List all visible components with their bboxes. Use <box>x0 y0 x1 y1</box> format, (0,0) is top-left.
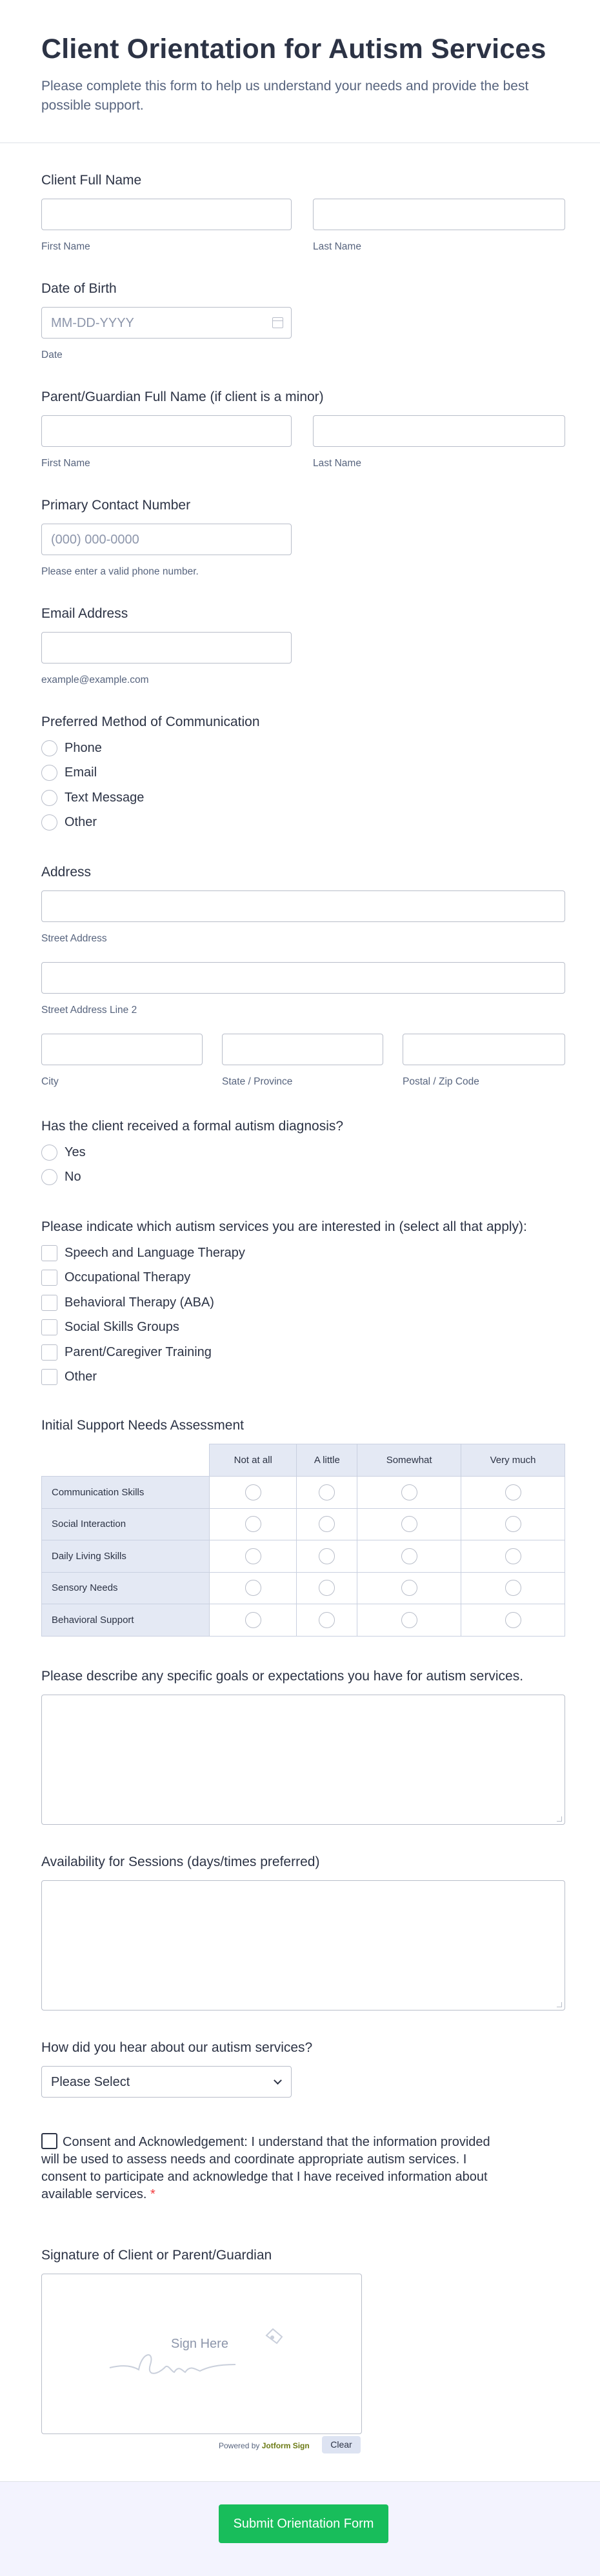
address-label: Address <box>41 865 92 880</box>
email-sublabel: example@example.com <box>41 674 149 685</box>
assessment-label: Initial Support Needs Assessment <box>41 1418 244 1433</box>
radio-button[interactable] <box>41 740 57 756</box>
service-option[interactable] <box>41 1319 179 1337</box>
matrix-row-label: Social Interaction <box>42 1508 210 1540</box>
calendar-icon[interactable] <box>272 317 283 328</box>
matrix-row <box>42 1508 565 1540</box>
matrix-radio[interactable] <box>505 1548 521 1564</box>
consent-field <box>41 2133 501 2203</box>
powered-prefix: Powered by <box>219 2441 260 2450</box>
dob-placeholder: MM-DD-YYYY <box>51 316 134 330</box>
option-label: Yes <box>65 1145 86 1159</box>
guardian-name-label: Parent/Guardian Full Name (if client is a minor) <box>41 389 324 404</box>
client-last-name-input[interactable] <box>313 199 565 230</box>
referral-label: How did you hear about our autism services? <box>41 2040 313 2055</box>
state-input[interactable] <box>222 1034 383 1065</box>
assessment-matrix <box>41 1444 565 1637</box>
city-sublabel: City <box>41 1076 59 1087</box>
radio-button[interactable] <box>41 790 57 806</box>
consent-text: Consent and Acknowledgement: I understand that the information provided will be used to assess needs and coordinate appropriate autism services. I consent to participate and acknowledge that I have received information about available services. <box>41 2135 490 2201</box>
checkbox[interactable] <box>41 1295 57 1311</box>
consent-section <box>41 2133 565 2210</box>
assessment-section <box>41 1418 565 1644</box>
street-address-2-input[interactable] <box>41 962 565 994</box>
matrix-corner <box>42 1444 210 1477</box>
street-address-input[interactable] <box>41 890 565 922</box>
signature-label: Signature of Client or Parent/Guardian <box>41 2248 272 2263</box>
matrix-radio[interactable] <box>319 1548 335 1564</box>
matrix-radio[interactable] <box>505 1484 521 1500</box>
signature-section <box>41 2248 565 2461</box>
client-name-section <box>41 173 565 253</box>
option-label: Behavioral Therapy (ABA) <box>65 1295 214 1310</box>
guardian-last-name-input[interactable] <box>313 415 565 447</box>
email-label: Email Address <box>41 606 128 621</box>
diagnosis-option-no[interactable] <box>41 1168 81 1186</box>
checkbox[interactable] <box>41 1245 57 1261</box>
clear-signature-button[interactable]: Clear <box>322 2436 361 2453</box>
matrix-radio[interactable] <box>401 1580 417 1596</box>
matrix-radio[interactable] <box>245 1484 261 1500</box>
matrix-row <box>42 1572 565 1604</box>
service-option[interactable] <box>41 1293 214 1312</box>
comm-method-label: Preferred Method of Communication <box>41 714 260 729</box>
checkbox[interactable] <box>41 1319 57 1335</box>
phone-placeholder: (000) 000-0000 <box>51 533 139 547</box>
diagnosis-label: Has the client received a formal autism diagnosis? <box>41 1119 344 1134</box>
matrix-row <box>42 1604 565 1637</box>
zip-input[interactable] <box>403 1034 565 1065</box>
diagnosis-section <box>41 1119 565 1199</box>
option-label: No <box>65 1170 81 1184</box>
dob-sublabel: Date <box>41 349 63 360</box>
comm-option-other[interactable] <box>41 814 97 832</box>
matrix-radio[interactable] <box>245 1612 261 1628</box>
dob-label: Date of Birth <box>41 281 117 296</box>
phone-label: Primary Contact Number <box>41 498 191 513</box>
email-input[interactable] <box>41 632 292 664</box>
referral-section <box>41 2040 565 2105</box>
client-name-label: Client Full Name <box>41 173 142 188</box>
option-label: Text Message <box>65 790 145 805</box>
jotform-sign-brand: Jotform Sign <box>261 2441 310 2450</box>
option-label: Parent/Caregiver Training <box>65 1344 212 1359</box>
matrix-radio[interactable] <box>401 1612 417 1628</box>
client-first-name-input[interactable] <box>41 199 292 230</box>
matrix-radio[interactable] <box>319 1612 335 1628</box>
matrix-radio[interactable] <box>245 1580 261 1596</box>
option-label: Other <box>65 815 97 829</box>
guardian-first-name-sublabel: First Name <box>41 458 90 469</box>
comm-option-text-message[interactable] <box>41 789 144 807</box>
service-option[interactable] <box>41 1244 245 1262</box>
comm-option-email[interactable] <box>41 764 97 782</box>
phone-section <box>41 498 565 578</box>
service-option[interactable] <box>41 1343 212 1361</box>
signature-pad[interactable] <box>41 2274 362 2434</box>
consent-checkbox[interactable] <box>41 2133 57 2149</box>
checkbox[interactable] <box>41 1369 57 1385</box>
radio-button[interactable] <box>41 1145 57 1161</box>
email-section <box>41 606 565 687</box>
state-sublabel: State / Province <box>222 1076 293 1087</box>
dob-input[interactable] <box>41 307 292 339</box>
option-label: Other <box>65 1370 97 1384</box>
referral-dropdown[interactable] <box>41 2066 292 2098</box>
matrix-radio[interactable] <box>319 1484 335 1500</box>
option-label: Phone <box>65 740 102 755</box>
street-address-sublabel: Street Address <box>41 933 107 944</box>
phone-input[interactable] <box>41 524 292 555</box>
address-section <box>41 865 565 1097</box>
resize-handle-icon[interactable] <box>557 1816 562 1822</box>
option-label: Social Skills Groups <box>65 1320 179 1334</box>
radio-button[interactable] <box>41 765 57 781</box>
matrix-row <box>42 1540 565 1573</box>
matrix-radio[interactable] <box>505 1580 521 1596</box>
street-address-2-sublabel: Street Address Line 2 <box>41 1005 137 1016</box>
availability-textarea[interactable] <box>41 1880 565 2011</box>
form-footer <box>0 2481 600 2576</box>
matrix-radio[interactable] <box>401 1484 417 1500</box>
signature-scribble-icon <box>42 2274 363 2435</box>
signature-placeholder: Sign Here <box>171 2337 228 2351</box>
resize-handle-icon[interactable] <box>557 2002 562 2007</box>
diagnosis-option-yes[interactable] <box>41 1143 86 1161</box>
matrix-row <box>42 1477 565 1509</box>
comm-option-phone[interactable] <box>41 739 102 757</box>
chevron-down-icon <box>274 2076 282 2085</box>
client-first-name-sublabel: First Name <box>41 241 90 252</box>
matrix-col-header: A little <box>297 1444 357 1477</box>
matrix-radio[interactable] <box>505 1612 521 1628</box>
matrix-row-label: Sensory Needs <box>42 1572 210 1604</box>
guardian-name-section <box>41 389 565 470</box>
phone-sublabel: Please enter a valid phone number. <box>41 566 199 577</box>
city-input[interactable] <box>41 1034 203 1065</box>
form-header <box>0 0 600 143</box>
matrix-row-label: Behavioral Support <box>42 1604 210 1637</box>
matrix-row-label: Daily Living Skills <box>42 1540 210 1573</box>
matrix-col-header: Very much <box>461 1444 565 1477</box>
guardian-last-name-sublabel: Last Name <box>313 458 361 469</box>
availability-label: Availability for Sessions (days/times preferred) <box>41 1854 320 1869</box>
dob-section <box>41 281 565 362</box>
service-option[interactable] <box>41 1269 190 1287</box>
service-option[interactable] <box>41 1368 97 1386</box>
radio-button[interactable] <box>41 1169 57 1185</box>
comm-method-section <box>41 714 565 843</box>
checkbox[interactable] <box>41 1270 57 1286</box>
matrix-col-header: Somewhat <box>357 1444 461 1477</box>
option-label: Speech and Language Therapy <box>65 1245 245 1260</box>
zip-sublabel: Postal / Zip Code <box>403 1076 479 1087</box>
matrix-col-header: Not at all <box>210 1444 297 1477</box>
services-label: Please indicate which autism services you are interested in (select all that apply): <box>41 1219 527 1234</box>
matrix-row-label: Communication Skills <box>42 1477 210 1509</box>
option-label: Occupational Therapy <box>65 1270 191 1284</box>
matrix-radio[interactable] <box>245 1548 261 1564</box>
guardian-first-name-input[interactable] <box>41 415 292 447</box>
matrix-radio[interactable] <box>401 1516 417 1532</box>
client-last-name-sublabel: Last Name <box>313 241 361 252</box>
referral-selected-value: Please Select <box>51 2075 130 2089</box>
form-title: Client Orientation for Autism Services <box>41 34 546 64</box>
services-section <box>41 1219 565 1393</box>
matrix-radio[interactable] <box>505 1516 521 1532</box>
matrix-radio[interactable] <box>401 1548 417 1564</box>
goals-textarea[interactable] <box>41 1695 565 1825</box>
radio-button[interactable] <box>41 814 57 831</box>
option-label: Email <box>65 765 97 780</box>
matrix-radio[interactable] <box>245 1516 261 1532</box>
powered-by-text <box>219 2441 310 2450</box>
form-description: Please complete this form to help us understand your needs and provide the best possible support. <box>41 79 529 113</box>
required-asterisk: * <box>150 2187 155 2201</box>
matrix-radio[interactable] <box>319 1580 335 1596</box>
checkbox[interactable] <box>41 1344 57 1361</box>
submit-button[interactable]: Submit Orientation Form <box>219 2504 388 2543</box>
goals-section <box>41 1669 565 1830</box>
goals-label: Please describe any specific goals or expectations you have for autism services. <box>41 1669 524 1684</box>
matrix-radio[interactable] <box>319 1516 335 1532</box>
availability-section <box>41 1854 565 2016</box>
